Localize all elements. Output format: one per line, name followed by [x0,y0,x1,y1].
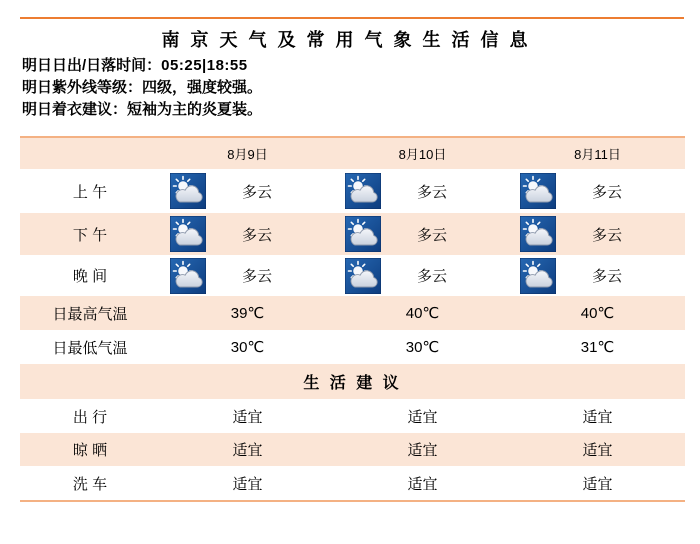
weather-row-afternoon [20,213,685,255]
weather-row-evening [20,255,685,296]
advice-value: 适宜 [582,442,613,459]
min-temp-value: 30℃ [230,339,265,356]
date-header-day3: 8月11日 [574,147,621,162]
sunrise-sunset-label: 明日日出/日落时间： [22,57,162,74]
row-label-max-temp: 日最高气温 [52,305,128,323]
sunrise-sunset-line [22,55,700,77]
weather-row-morning [20,169,685,213]
date-header-day2: 8月10日 [398,147,447,162]
min-temp-row [20,330,685,364]
advice-value: 适宜 [232,408,263,426]
partly-cloudy-icon [160,173,218,209]
advice-row-carwash [20,466,685,500]
top-divider [20,17,684,19]
date-header-day1: 8月9日 [227,147,268,162]
row-label-morning: 上 午 [72,183,108,201]
partly-cloudy-icon [160,216,218,252]
row-label-drying: 晾 晒 [72,442,108,459]
partly-cloudy-icon [510,173,568,209]
partly-cloudy-icon [510,216,568,252]
min-temp-value: 30℃ [405,339,440,356]
row-label-carwash: 洗 车 [72,475,108,493]
weather-value: 多云 [242,183,273,201]
uv-level-label: 明日紫外线等级： [22,79,143,96]
advice-value: 适宜 [582,475,613,493]
page-title: 南京天气及常用气象生活信息 [161,30,539,50]
weather-value: 多云 [417,226,448,244]
weather-value: 多云 [417,183,448,201]
weather-value: 多云 [242,268,273,285]
row-label-travel: 出 行 [72,408,108,426]
advice-value: 适宜 [232,442,263,459]
date-header-row [20,138,685,169]
weather-table [20,136,685,502]
advice-value: 适宜 [232,475,263,493]
weather-value: 多云 [592,226,623,244]
advice-value: 适宜 [407,475,438,493]
max-temp-value: 40℃ [405,305,440,322]
weather-value: 多云 [592,183,623,201]
advice-row-drying [20,433,685,466]
advice-row-travel [20,399,685,433]
info-block [22,55,700,121]
life-advice-section-title: 生 活 建 议 [303,375,402,392]
partly-cloudy-icon [335,216,393,252]
clothing-advice-line [22,99,700,121]
life-advice-section-row [20,364,685,399]
advice-value: 适宜 [407,442,438,459]
weather-value: 多云 [242,226,273,244]
max-temp-row [20,296,685,330]
weather-page [0,17,700,544]
advice-value: 适宜 [582,408,613,426]
min-temp-value: 31℃ [580,339,615,356]
row-label-evening: 晚 间 [72,268,108,285]
partly-cloudy-icon [335,258,393,294]
weather-value: 多云 [592,268,623,285]
partly-cloudy-icon [160,258,218,294]
weather-value: 多云 [417,268,448,285]
max-temp-value: 40℃ [580,305,615,322]
clothing-advice-value: 短袖为主的炎夏装。 [127,101,263,118]
max-temp-value: 39℃ [230,305,265,322]
sunrise-sunset-value: 05:25|18:55 [161,57,248,74]
partly-cloudy-icon [335,173,393,209]
uv-level-line [22,77,700,99]
partly-cloudy-icon [510,258,568,294]
row-label-afternoon: 下 午 [72,226,108,244]
clothing-advice-label: 明日着衣建议： [22,101,128,118]
row-label-min-temp: 日最低气温 [52,339,128,357]
advice-value: 适宜 [407,408,438,426]
uv-level-value: 四级，强度较强。 [142,79,263,96]
